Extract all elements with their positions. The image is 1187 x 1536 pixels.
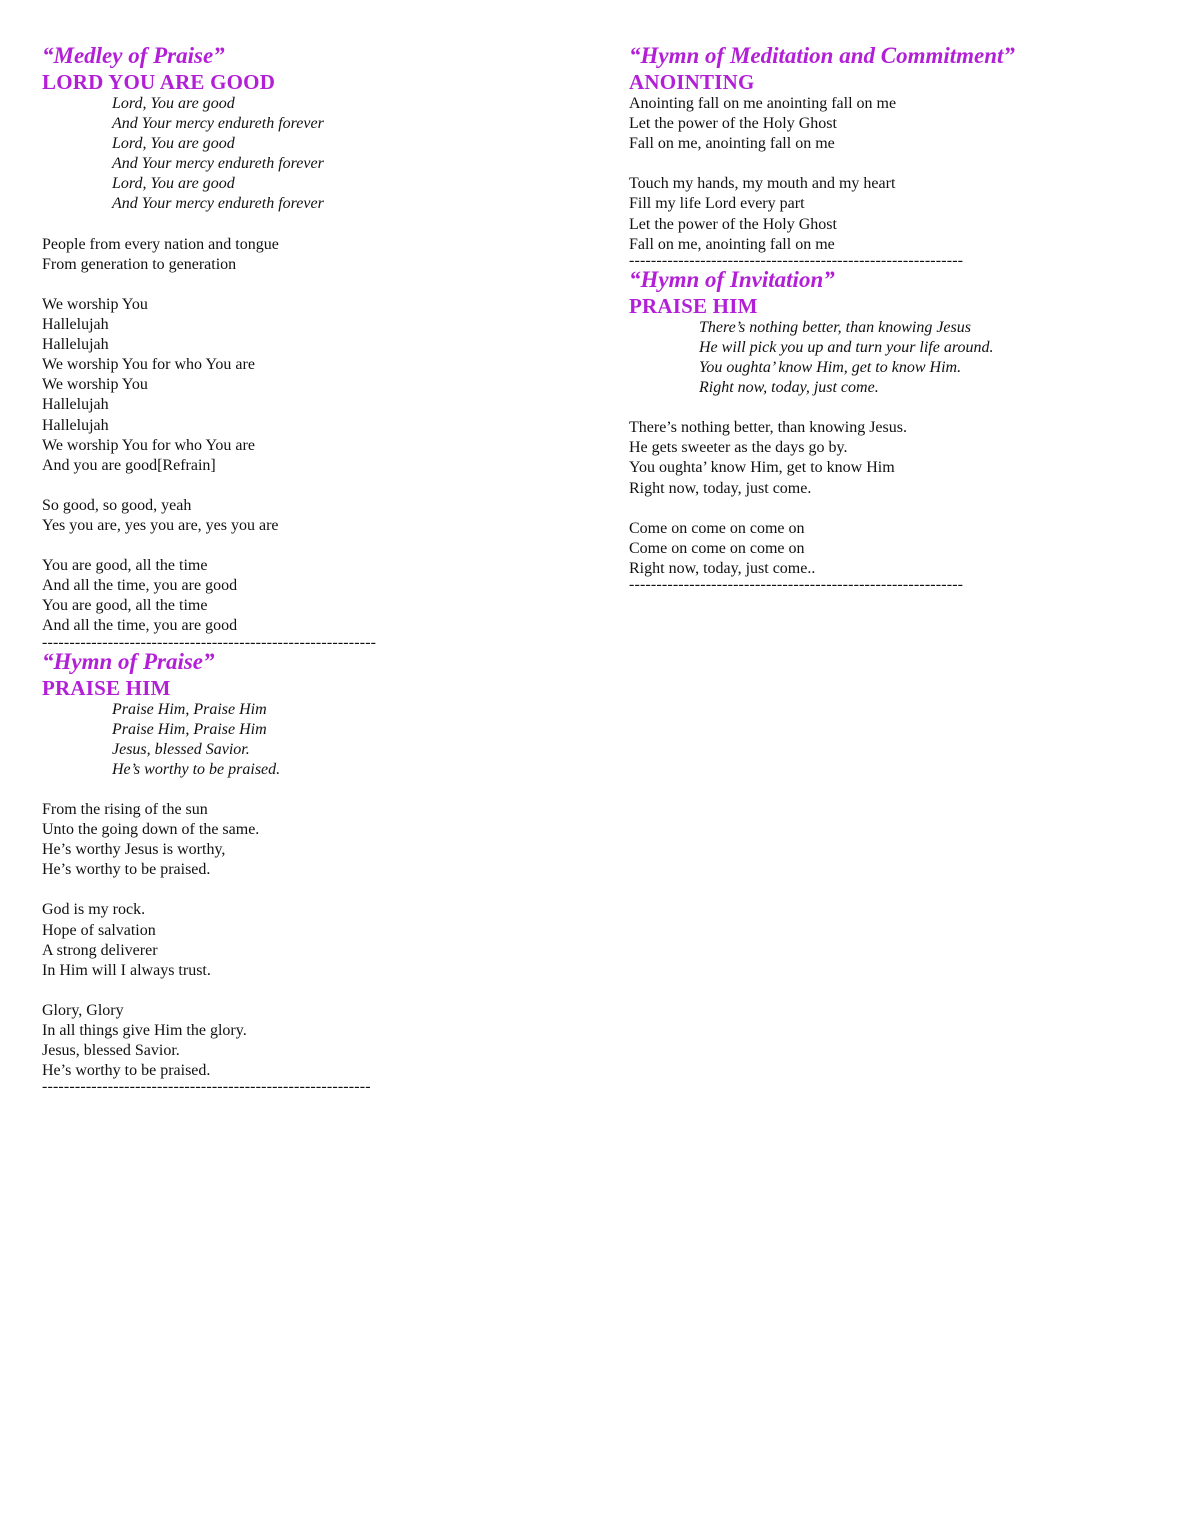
lyric-line: From the rising of the sun	[42, 801, 208, 818]
verse	[42, 295, 562, 476]
section-divider: -------------------------------------------------------------	[629, 578, 964, 590]
lyric-line: Hallelujah	[42, 336, 109, 354]
section-heading-medley: “Medley of Praise”	[42, 43, 225, 68]
verse	[629, 519, 1149, 579]
lyric-line: We worship You	[42, 376, 148, 394]
lyric-line: Hope of salvation	[42, 921, 156, 939]
lyric-line: Praise Him, Praise Him	[112, 700, 267, 718]
lyric-line: Let the power of the Holy Ghost	[629, 215, 837, 233]
lyric-line: Praise Him, Praise Him	[112, 720, 267, 738]
lyric-line: In all things give Him the glory.	[42, 1022, 247, 1040]
section-heading-hymn-of-praise: “Hymn of Praise”	[42, 648, 215, 674]
lyric-line: Hallelujah	[42, 416, 109, 434]
lyric-line: Fall on me, anointing fall on me	[629, 135, 835, 153]
lyric-line: Come on come on come on	[629, 519, 805, 537]
left-column	[42, 42, 562, 1092]
lyric-line: You are good, all the time	[42, 597, 208, 615]
lyric-line: Fill my life Lord every part	[629, 195, 805, 213]
lyric-line: You are good, all the time	[42, 557, 208, 575]
verse	[42, 900, 562, 980]
refrain	[629, 318, 1149, 398]
section-divider: -------------------------------------------------------------	[42, 636, 377, 648]
section-heading-invitation: “Hymn of Invitation”	[629, 266, 835, 292]
lyric-line: We worship You for who You are	[42, 436, 255, 454]
refrain	[42, 94, 562, 215]
lyric-line: God is my rock.	[42, 901, 146, 919]
lyric-line: Jesus, blessed Savior.	[112, 740, 250, 758]
lyric-line: He’s worthy to be praised.	[42, 1062, 211, 1080]
verse	[42, 800, 562, 880]
lyric-line: We worship You for who You are	[42, 356, 255, 374]
lyric-line: He’s worthy Jesus is worthy,	[42, 841, 226, 859]
lyric-line: And all the time, you are good	[42, 577, 238, 595]
verse	[629, 174, 1149, 254]
lyric-line: In Him will I always trust.	[42, 961, 211, 979]
verse	[42, 496, 562, 536]
lyric-line: Right now, today, just come.	[629, 479, 812, 497]
lyric-line: Hallelujah	[42, 316, 109, 334]
lyric-line: And all the time, you are good	[42, 617, 238, 635]
section-divider: -------------------------------------------------------------	[629, 254, 964, 266]
song-title-praise-him: PRAISE HIM	[629, 293, 758, 318]
lyric-line: And Your mercy endureth forever	[112, 155, 324, 173]
lyric-line: People from every nation and tongue	[42, 235, 279, 253]
verse	[42, 235, 562, 275]
lyric-line: Right now, today, just come..	[629, 559, 816, 577]
lyric-line: We worship You	[42, 295, 148, 313]
lyric-line: There’s nothing better, than knowing Jesus	[699, 318, 971, 336]
verse	[629, 94, 1149, 154]
lyric-line: He’s worthy to be praised.	[42, 861, 211, 879]
verse	[42, 556, 562, 636]
right-column	[629, 42, 1149, 590]
lyric-line: Lord, You are good	[112, 95, 235, 112]
lyric-line: And Your mercy endureth forever	[112, 115, 324, 133]
lyric-line: Let the power of the Holy Ghost	[629, 115, 837, 133]
song-title-praise-him: PRAISE HIM	[42, 675, 171, 700]
lyric-line: Come on come on come on	[629, 539, 805, 557]
lyric-line: He gets sweeter as the days go by.	[629, 439, 848, 457]
verse	[42, 1001, 562, 1081]
lyric-line: Anointing fall on me anointing fall on me	[629, 95, 897, 112]
song-title-lord-you-are-good: LORD YOU ARE GOOD	[42, 70, 276, 94]
lyric-line: So good, so good, yeah	[42, 496, 192, 514]
lyric-line: Lord, You are good	[112, 135, 235, 153]
lyric-line: Touch my hands, my mouth and my heart	[629, 175, 896, 193]
lyric-line: Lord, You are good	[112, 175, 235, 193]
lyric-line: From generation to generation	[42, 255, 237, 273]
lyric-line: Fall on me, anointing fall on me	[629, 235, 835, 253]
section-divider: ------------------------------------------------------------	[42, 1081, 371, 1093]
refrain	[42, 700, 562, 780]
lyric-line: Yes you are, yes you are, yes you are	[42, 516, 279, 534]
lyric-line: Glory, Glory	[42, 1001, 124, 1019]
lyric-line: A strong deliverer	[42, 941, 158, 959]
section-heading-meditation: “Hymn of Meditation and Commitment”	[629, 43, 1015, 68]
verse	[629, 418, 1149, 498]
lyric-line: And Your mercy endureth forever	[112, 195, 324, 213]
lyric-line: Right now, today, just come.	[699, 379, 879, 397]
lyric-line: There’s nothing better, than knowing Jesus.	[629, 419, 907, 437]
lyric-line: He will pick you up and turn your life around.	[699, 338, 994, 356]
lyric-line: Hallelujah	[42, 396, 109, 414]
lyric-line: And you are good[Refrain]	[42, 456, 216, 474]
lyric-line: Jesus, blessed Savior.	[42, 1042, 180, 1060]
lyric-line: He’s worthy to be praised.	[112, 760, 281, 778]
lyric-line: You oughta’ know Him, get to know Him	[629, 459, 895, 477]
lyric-line: Unto the going down of the same.	[42, 821, 260, 839]
lyric-line: You oughta’ know Him, get to know Him.	[699, 358, 962, 376]
song-title-anointing: ANOINTING	[629, 70, 755, 94]
